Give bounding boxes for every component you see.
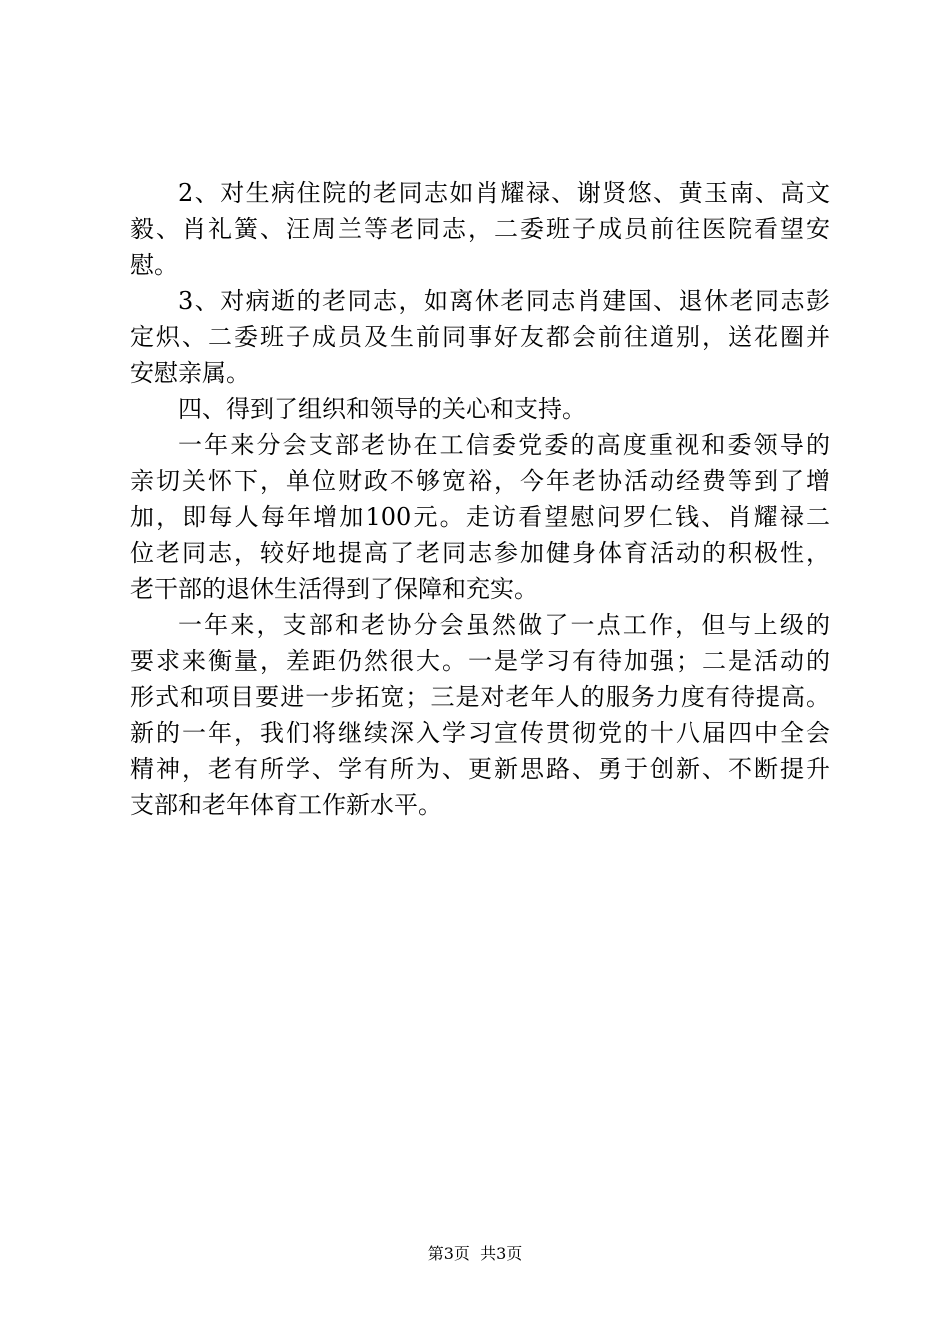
paragraph-5-line-2: 亲切关怀下，单位财政不够宽裕，今年老协活动经费等到了增: [130, 467, 830, 495]
paragraph-5-line-3: 加，即每人每年增加100元。走访看望慰问罗仁钱、肖耀禄二: [130, 503, 830, 531]
paragraph-2-line-3: 慰。: [130, 251, 178, 279]
page-footer: [0, 1243, 950, 1265]
section-heading-4: 四、得到了组织和领导的关心和支持。: [178, 395, 586, 423]
paragraph-5-line-4: 位老同志，较好地提高了老同志参加健身体育活动的积极性，: [130, 539, 830, 567]
paragraph-6-line-3: 形式和项目要进一步拓宽；三是对老年人的服务力度有待提高。: [130, 683, 830, 711]
paragraph-2-line-1: 2、对生病住院的老同志如肖耀禄、谢贤悠、黄玉南、高文: [178, 179, 830, 207]
paragraph-3-line-3: 安慰亲属。: [130, 359, 250, 387]
paragraph-6-line-5: 精神，老有所学、学有所为、更新思路、勇于创新、不断提升: [130, 755, 830, 783]
paragraph-6-line-6: 支部和老年体育工作新水平。: [130, 791, 442, 819]
page-number-label: 第3页 共3页: [427, 1244, 523, 1263]
paragraph-6-line-1: 一年来，支部和老协分会虽然做了一点工作，但与上级的: [178, 611, 830, 639]
paragraph-2-line-2: 毅、肖礼簧、汪周兰等老同志，二委班子成员前往医院看望安: [130, 215, 830, 243]
paragraph-5-line-1: 一年来分会支部老协在工信委党委的高度重视和委领导的: [178, 431, 830, 459]
paragraph-3-line-1: 3、对病逝的老同志，如离休老同志肖建国、退休老同志彭: [178, 287, 830, 315]
paragraph-6-line-4: 新的一年，我们将继续深入学习宣传贯彻党的十八届四中全会: [130, 719, 830, 747]
paragraph-6-line-2: 要求来衡量，差距仍然很大。一是学习有待加强；二是活动的: [130, 647, 830, 675]
paragraph-3-line-2: 定炽、二委班子成员及生前同事好友都会前往道别，送花圈并: [130, 323, 830, 351]
paragraph-5-line-5: 老干部的退休生活得到了保障和充实。: [130, 575, 538, 603]
